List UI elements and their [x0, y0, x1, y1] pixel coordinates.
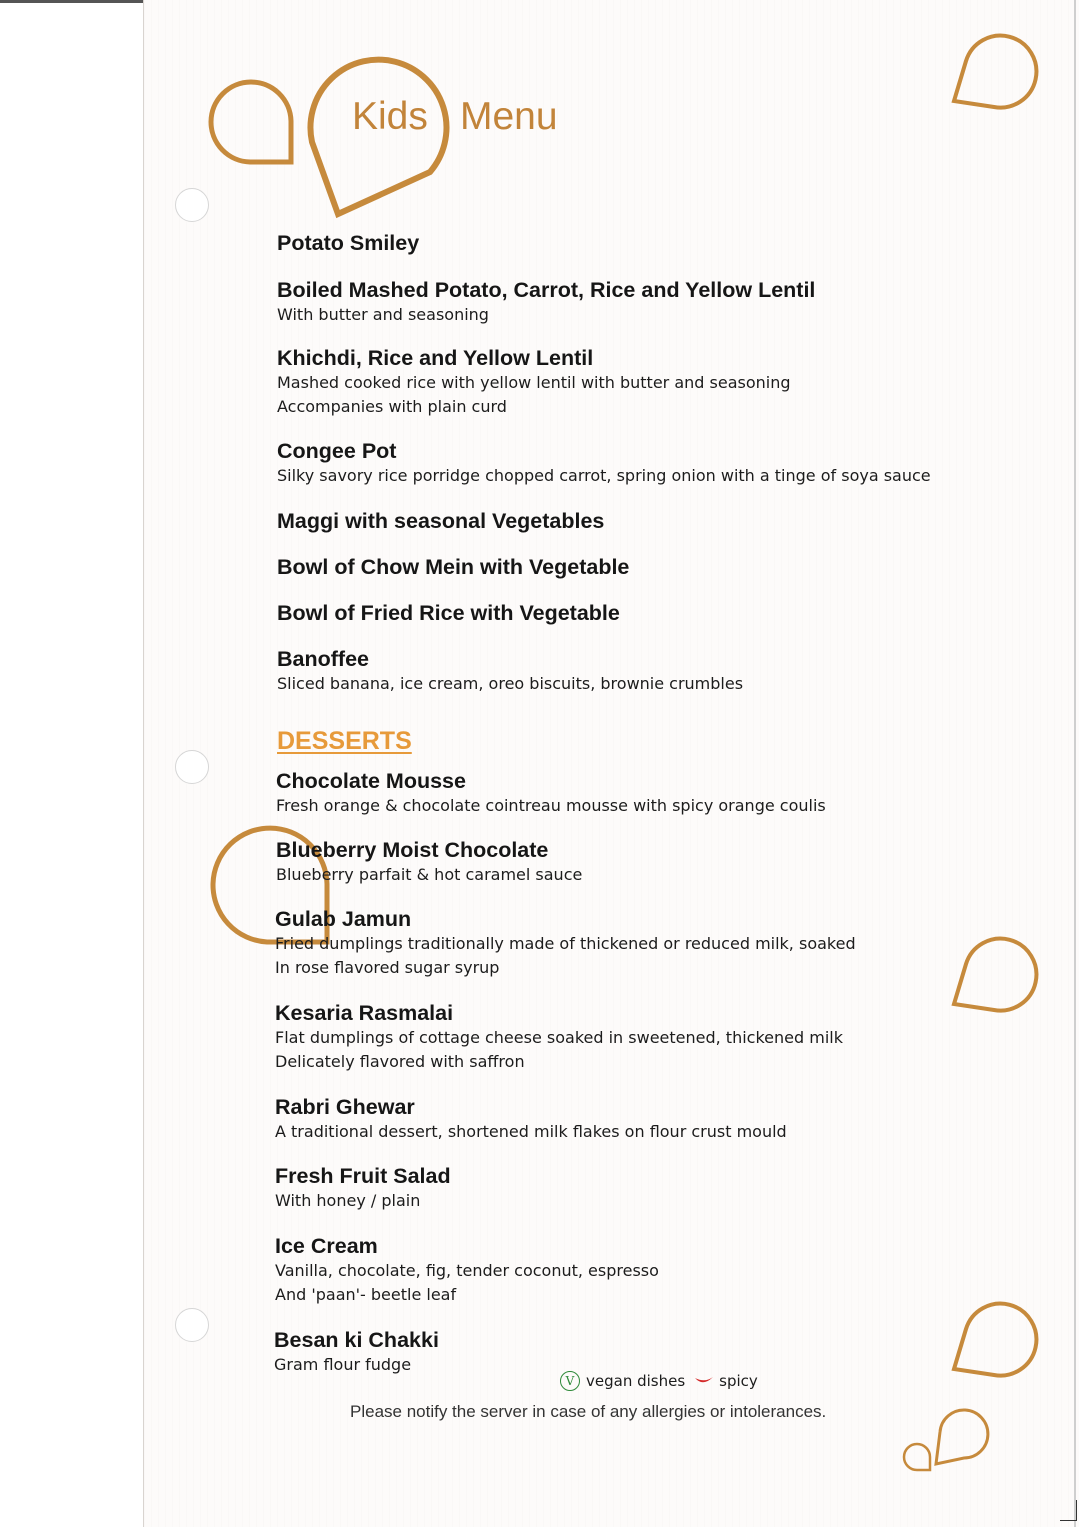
menu-item: [275, 1233, 1065, 1307]
item-name: Chocolate Mousse: [276, 769, 466, 793]
menu-item: [276, 768, 1066, 818]
item-name: Gulab Jamun: [275, 907, 412, 931]
section-heading-desserts: DESSERTS: [277, 727, 412, 755]
item-description: In rose flavored sugar syrup: [275, 958, 500, 977]
menu-item: [275, 1094, 1065, 1144]
item-name: Bowl of Chow Mein with Vegetable: [277, 555, 630, 579]
item-name: Potato Smiley: [277, 231, 420, 255]
vegan-v-icon: V: [560, 1371, 580, 1391]
vegan-label: vegan dishes: [586, 1372, 686, 1390]
menu-item: [277, 646, 1067, 696]
item-name: Fresh Fruit Salad: [275, 1164, 451, 1188]
item-description: Accompanies with plain curd: [277, 397, 507, 416]
item-description: With honey / plain: [275, 1191, 421, 1210]
item-description: Silky savory rice porridge chopped carrot, spring onion with a tinge of soya sauce: [277, 466, 931, 485]
crop-mark: [1060, 1500, 1077, 1521]
item-description: With butter and seasoning: [277, 305, 489, 324]
binder-hole: [175, 1308, 209, 1342]
scan-top-line: [0, 0, 143, 3]
menu-item: [276, 837, 1066, 887]
item-description: And 'paan'- beetle leaf: [275, 1285, 457, 1304]
item-description: Gram flour fudge: [274, 1355, 412, 1374]
sheet-edge: [1074, 0, 1076, 1527]
menu-item: [277, 508, 1067, 534]
item-name: Khichdi, Rice and Yellow Lentil: [277, 346, 594, 370]
teardrop-outline-icon: [930, 1406, 990, 1471]
item-description: Fresh orange & chocolate cointreau mousse with spicy orange coulis: [276, 796, 826, 815]
item-name: Maggi with seasonal Vegetables: [277, 509, 605, 533]
item-description: Flat dumplings of cottage cheese soaked in sweetened, thickened milk: [275, 1028, 843, 1047]
scan-margin: [0, 0, 143, 1527]
item-description: A traditional dessert, shortened milk flakes on flour crust mould: [275, 1122, 787, 1141]
item-description: Delicately flavored with saffron: [275, 1052, 525, 1071]
item-description: Vanilla, chocolate, fig, tender coconut, espresso: [275, 1261, 659, 1280]
menu-item: [277, 230, 1067, 256]
item-name: Blueberry Moist Chocolate: [276, 838, 549, 862]
item-name: Banoffee: [277, 647, 369, 671]
menu-item: [275, 1000, 1065, 1074]
menu-item: [275, 1163, 1065, 1213]
item-description: Fried dumplings traditionally made of thickened or reduced milk, soaked: [275, 934, 856, 953]
page-title-kids: Kids: [352, 95, 428, 138]
teardrop-outline-icon: [900, 1440, 936, 1474]
chili-icon: [693, 1375, 715, 1387]
menu-item: [277, 438, 1067, 488]
menu-item: [275, 906, 1065, 980]
allergy-notice: Please notify the server in case of any allergies or intolerances.: [350, 1402, 827, 1421]
menu-item: [277, 554, 1067, 580]
item-name: Ice Cream: [275, 1234, 378, 1258]
binder-hole: [175, 750, 209, 784]
item-name: Bowl of Fried Rice with Vegetable: [277, 601, 620, 625]
item-description: Mashed cooked rice with yellow lentil with butter and seasoning: [277, 373, 791, 392]
teardrop-outline-icon: [948, 35, 1038, 115]
item-name: Besan ki Chakki: [274, 1328, 439, 1352]
item-name: Boiled Mashed Potato, Carrot, Rice and Yellow Lentil: [277, 278, 816, 302]
menu-item: [274, 1327, 1064, 1377]
item-name: Congee Pot: [277, 439, 397, 463]
item-description: Blueberry parfait & hot caramel sauce: [276, 865, 583, 884]
menu-item: [277, 277, 1067, 327]
item-name: Rabri Ghewar: [275, 1095, 415, 1119]
page-title-menu: Menu: [460, 95, 558, 138]
spicy-label: spicy: [719, 1372, 758, 1390]
menu-item: [277, 345, 1067, 419]
binder-hole: [175, 188, 209, 222]
item-description: Sliced banana, ice cream, oreo biscuits, brownie crumbles: [277, 674, 744, 693]
menu-item: [277, 600, 1067, 626]
dietary-legend: [560, 1371, 758, 1391]
item-name: Kesaria Rasmalai: [275, 1001, 454, 1025]
teardrop-outline-icon: [205, 80, 300, 170]
